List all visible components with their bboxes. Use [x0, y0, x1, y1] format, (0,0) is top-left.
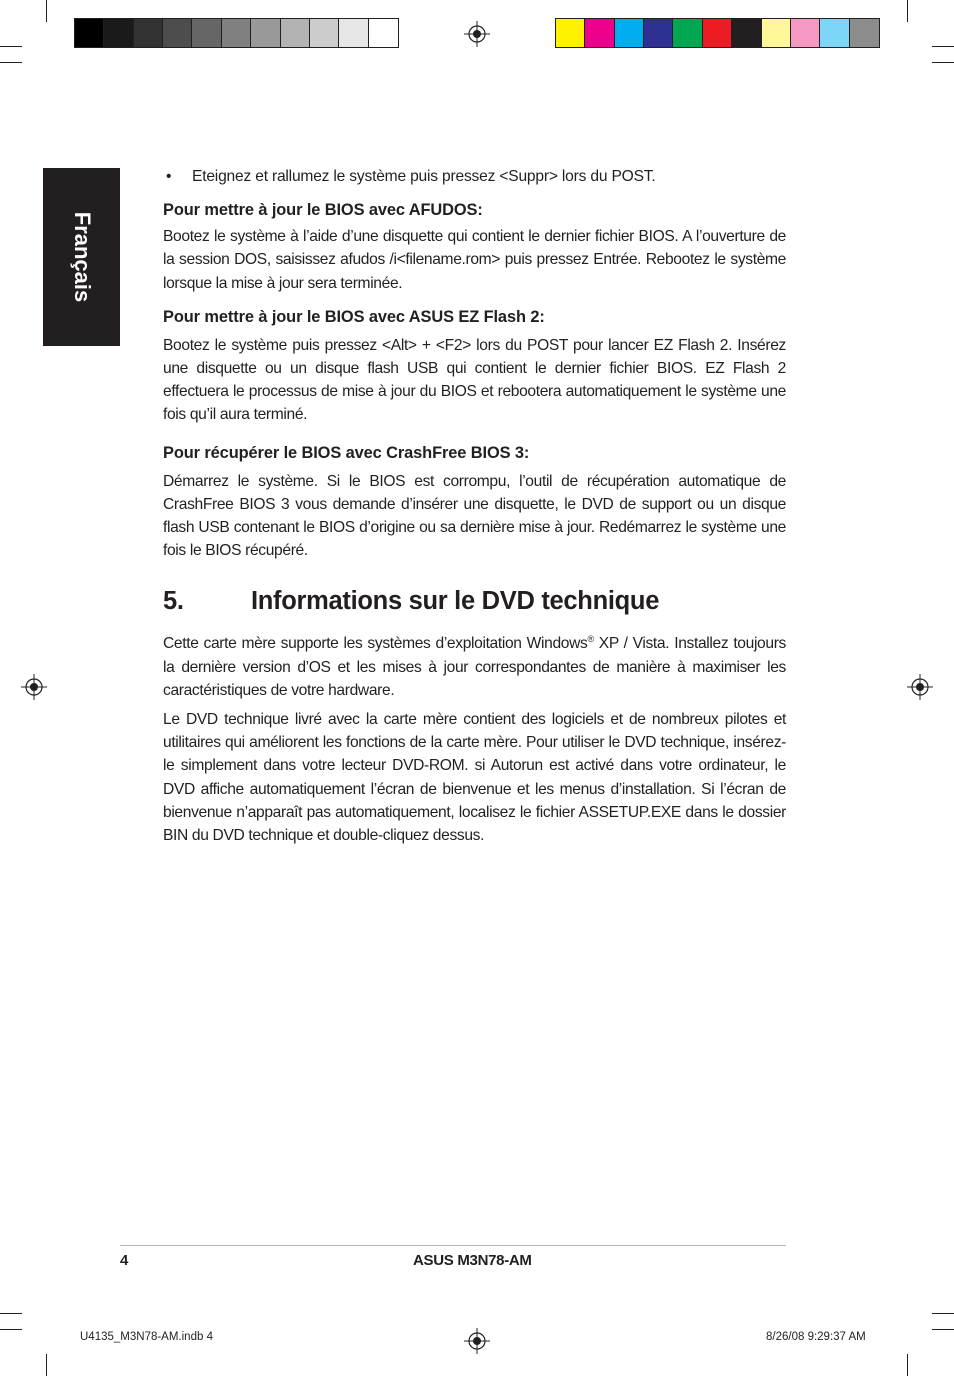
color-swatch — [820, 19, 849, 47]
bullet-item — [163, 165, 786, 188]
crop-mark — [0, 1313, 22, 1314]
slug-timestamp: 8/26/08 9:29:37 AM — [766, 1331, 866, 1343]
crop-mark — [932, 1313, 954, 1314]
color-swatch — [281, 19, 310, 47]
color-swatch — [673, 19, 702, 47]
crop-mark — [0, 62, 22, 63]
section-ez-flash — [163, 306, 786, 427]
crop-mark — [907, 1354, 908, 1376]
section-heading: Pour mettre à jour le BIOS avec ASUS EZ Flash 2: — [163, 307, 545, 326]
registration-target-icon — [464, 21, 490, 47]
bullet-text: Eteignez et rallumez le système puis pressez <Suppr> lors du POST. — [192, 168, 656, 185]
crop-mark — [907, 0, 908, 22]
color-swatch — [163, 19, 192, 47]
color-swatch — [732, 19, 761, 47]
color-swatch — [369, 19, 398, 47]
language-side-tab — [43, 168, 120, 346]
chapter-title: Informations sur le DVD technique — [251, 587, 660, 616]
crop-mark — [0, 1329, 22, 1330]
color-swatch — [850, 19, 879, 47]
color-swatch — [556, 19, 585, 47]
paragraph-text: XP / Vista. Installez toujours la dernière version d’OS et les mises à jour correspondantes de manière à maximiser les caractéristiques de votre hardware. — [163, 635, 786, 699]
crop-mark — [932, 1329, 954, 1330]
color-swatch — [251, 19, 280, 47]
crop-mark — [932, 46, 954, 47]
section-heading: Pour récupérer le BIOS avec CrashFree BIOS 3: — [163, 443, 530, 462]
color-swatch — [791, 19, 820, 47]
registration-target-icon — [907, 674, 933, 700]
crop-mark — [46, 1354, 47, 1376]
language-tab-label: Français — [69, 211, 95, 303]
chapter-heading — [163, 586, 786, 616]
color-swatch — [192, 19, 221, 47]
chapter-number: 5. — [163, 587, 184, 616]
footer-divider — [120, 1245, 786, 1246]
page-number: 4 — [120, 1252, 129, 1269]
process-color-bar — [555, 18, 880, 48]
registration-target-icon — [464, 1328, 490, 1354]
color-swatch — [762, 19, 791, 47]
chapter-paragraph — [163, 632, 786, 702]
crop-mark — [46, 0, 47, 22]
chapter-body — [163, 632, 786, 847]
chapter-paragraph: Le DVD technique livré avec la carte mère contient des logiciels et de nombreux pilotes et utilitaires qui améliorent les fonctions de la carte mère. Pour utiliser le DVD technique, insérez-le simplement dans votre lecteur DVD-ROM. si Autorun est activé dans votre ordinateur, le DVD affiche automatiquement l’écran de bienvenue et les menus d’installation. Si l’écran de bienvenue n’apparaît pas automatiquement, localisez le fichier ASSETUP.EXE dans le dossier BIN du DVD technique et double-cliquez dessus. — [163, 711, 786, 845]
registration-target-icon — [21, 674, 47, 700]
slug-file-name: U4135_M3N78-AM.indb 4 — [80, 1331, 213, 1343]
section-heading: Pour mettre à jour le BIOS avec AFUDOS: — [163, 201, 483, 220]
color-swatch — [310, 19, 339, 47]
footer-model-name: ASUS M3N78-AM — [413, 1252, 532, 1269]
page-content — [163, 165, 786, 847]
paragraph-text: Cette carte mère supporte les systèmes d’exploitation Windows — [163, 635, 588, 653]
bullet-dot: • — [166, 168, 172, 185]
color-swatch — [222, 19, 251, 47]
color-swatch — [615, 19, 644, 47]
section-afudos — [163, 199, 786, 295]
section-crashfree — [163, 442, 786, 563]
grayscale-color-bar — [74, 18, 399, 48]
color-swatch — [75, 19, 104, 47]
color-swatch — [134, 19, 163, 47]
section-body: Démarrez le système. Si le BIOS est corrompu, l’outil de récupération automatique de CrashFree BIOS 3 vous demande d’insérer une disquette, le DVD de support ou un disque flash USB contenant le BIOS d’origine ou sa dernière mise à jour. Redémarrez le système une fois le BIOS récupéré. — [163, 472, 786, 560]
crop-mark — [0, 46, 22, 47]
section-body: Bootez le système puis pressez <Alt> + <F2> lors du POST pour lancer EZ Flash 2. Insérez une disquette ou un disque flash USB qui contient le dernier fichier BIOS. EZ Flash 2 effectuera le processus de mise à jour du BIOS et rebootera automatiquement le système une fois qu’il aura terminé. — [163, 336, 786, 424]
color-swatch — [644, 19, 673, 47]
color-swatch — [585, 19, 614, 47]
color-swatch — [339, 19, 368, 47]
registered-mark: ® — [587, 634, 594, 645]
section-body: Bootez le système à l’aide d’une disquette qui contient le dernier fichier BIOS. A l’ouverture de la session DOS, saisissez afudos /i<filename.rom> puis pressez Entrée. Rebootez le système lorsque la mise à jour sera terminée. — [163, 228, 786, 292]
crop-mark — [932, 62, 954, 63]
color-swatch — [703, 19, 732, 47]
color-swatch — [104, 19, 133, 47]
